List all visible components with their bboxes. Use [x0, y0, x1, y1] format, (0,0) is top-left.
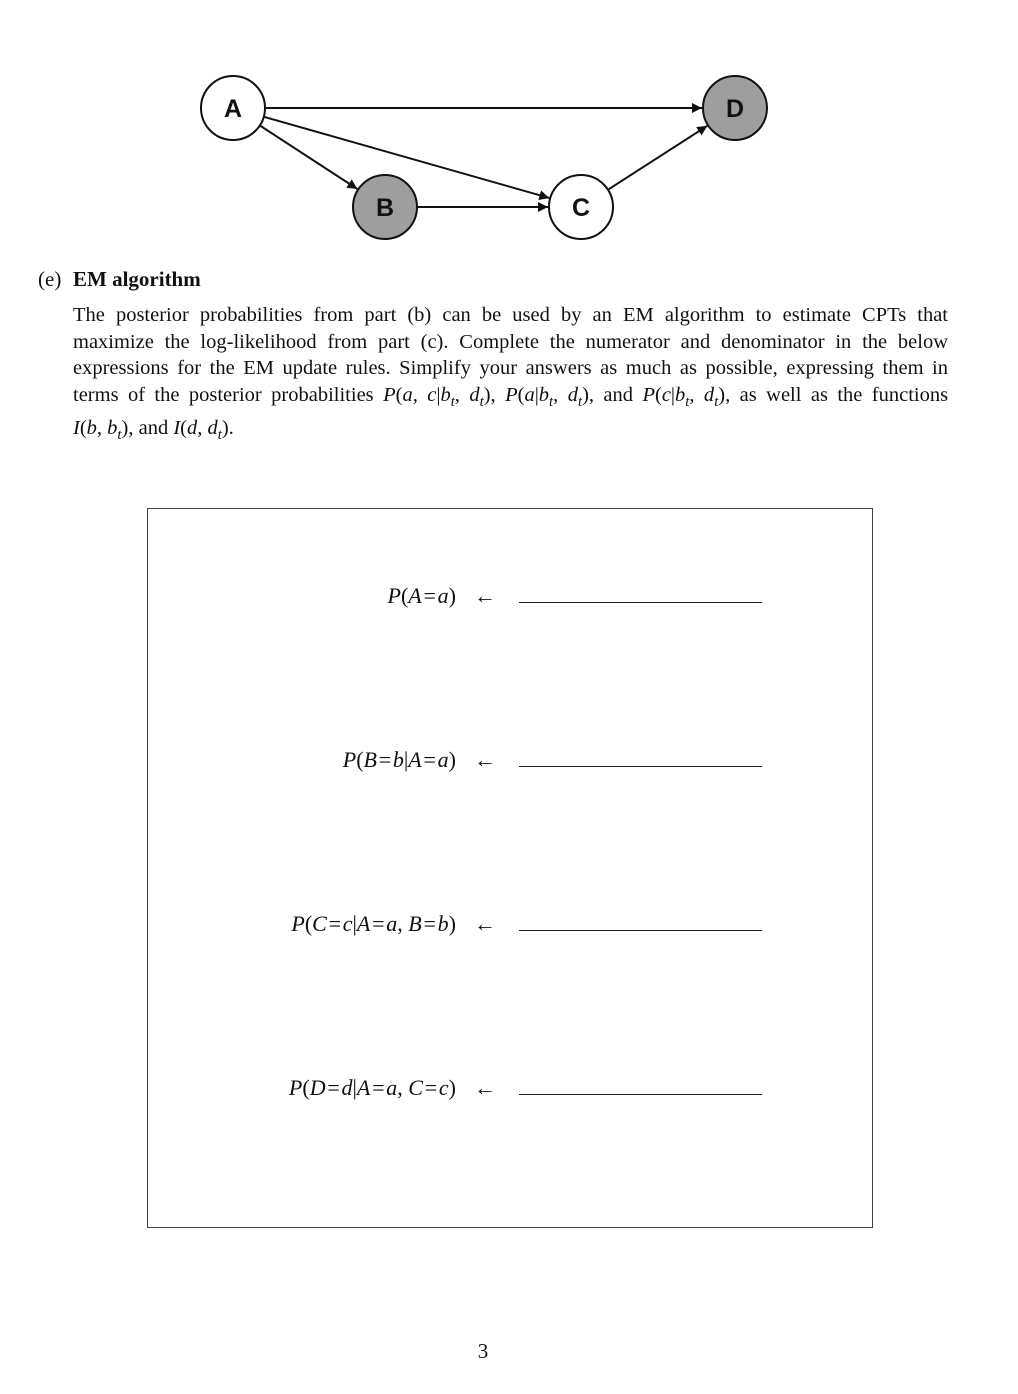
node-d	[703, 76, 767, 140]
update-rule-lhs: P(A=a)	[387, 583, 456, 608]
node-label: C	[571, 194, 591, 222]
update-rule-lhs: P(D=d|A=a, C=c)	[288, 1075, 456, 1100]
left-arrow-icon: ←	[474, 1075, 496, 1100]
answer-blank-line[interactable]	[519, 602, 762, 603]
bayes-net-diagram	[0, 0, 1018, 260]
question-paragraph	[73, 302, 948, 449]
posterior-c-expression: $P(c|b_t$, $d_t$)	[642, 383, 726, 410]
indicator-d-expression: I(d, $d_t$)	[173, 417, 229, 444]
paragraph-line-5	[73, 415, 948, 449]
separator: , and	[588, 383, 634, 406]
update-rule-lhs: P(C=c|A=a, B=b)	[291, 911, 456, 936]
section-marker: (e)	[38, 267, 62, 291]
node-b	[353, 175, 417, 239]
paragraph-line-4-start: terms of the posterior probabilities	[73, 383, 374, 406]
period: .	[228, 417, 234, 440]
paragraph-line-3: expressions for the EM update rules. Simplify your answers as much as possible, expressing them in	[73, 357, 948, 379]
separator: , and	[128, 417, 169, 440]
update-rule-row	[148, 909, 872, 939]
paragraph-line-4-end: , as well as the functions	[725, 383, 949, 406]
paragraph-line-4	[73, 382, 948, 416]
update-rule-row	[148, 1073, 872, 1103]
paragraph-line-1: The posterior probabilities from part (b) can be used by an EM algorithm to estimate CPTs that	[73, 304, 948, 326]
edge-a-to-b	[261, 126, 358, 189]
edge-c-to-d	[609, 126, 707, 189]
answer-blank-line[interactable]	[519, 1094, 762, 1095]
posterior-a-expression: $P(a|b_t$, $d_t$)	[505, 383, 589, 410]
answer-box	[147, 508, 873, 1228]
left-arrow-icon: ←	[474, 747, 496, 772]
posterior-ac-expression: P(a, $c|b_t$, $d_t$)	[383, 383, 491, 410]
node-c	[549, 175, 613, 239]
indicator-b-expression: I(b, $b_t$)	[73, 417, 129, 444]
section-title: EM algorithm	[73, 267, 201, 291]
separator: ,	[490, 383, 496, 406]
node-label: B	[375, 194, 395, 222]
update-rule-lhs: P(B=b|A=a)	[342, 747, 456, 772]
section-heading	[38, 265, 201, 293]
left-arrow-icon: ←	[474, 583, 496, 608]
answer-blank-line[interactable]	[519, 930, 762, 931]
update-rule-row	[148, 581, 872, 611]
left-arrow-icon: ←	[474, 911, 496, 936]
update-rule-row	[148, 745, 872, 775]
node-label: D	[725, 95, 745, 123]
node-a	[201, 76, 265, 140]
node-label: A	[223, 95, 243, 123]
page-number: 3	[477, 1339, 489, 1363]
answer-blank-line[interactable]	[519, 766, 762, 767]
paragraph-line-2: maximize the log-likelihood from part (c). Complete the numerator and denominator in the below	[73, 330, 948, 353]
